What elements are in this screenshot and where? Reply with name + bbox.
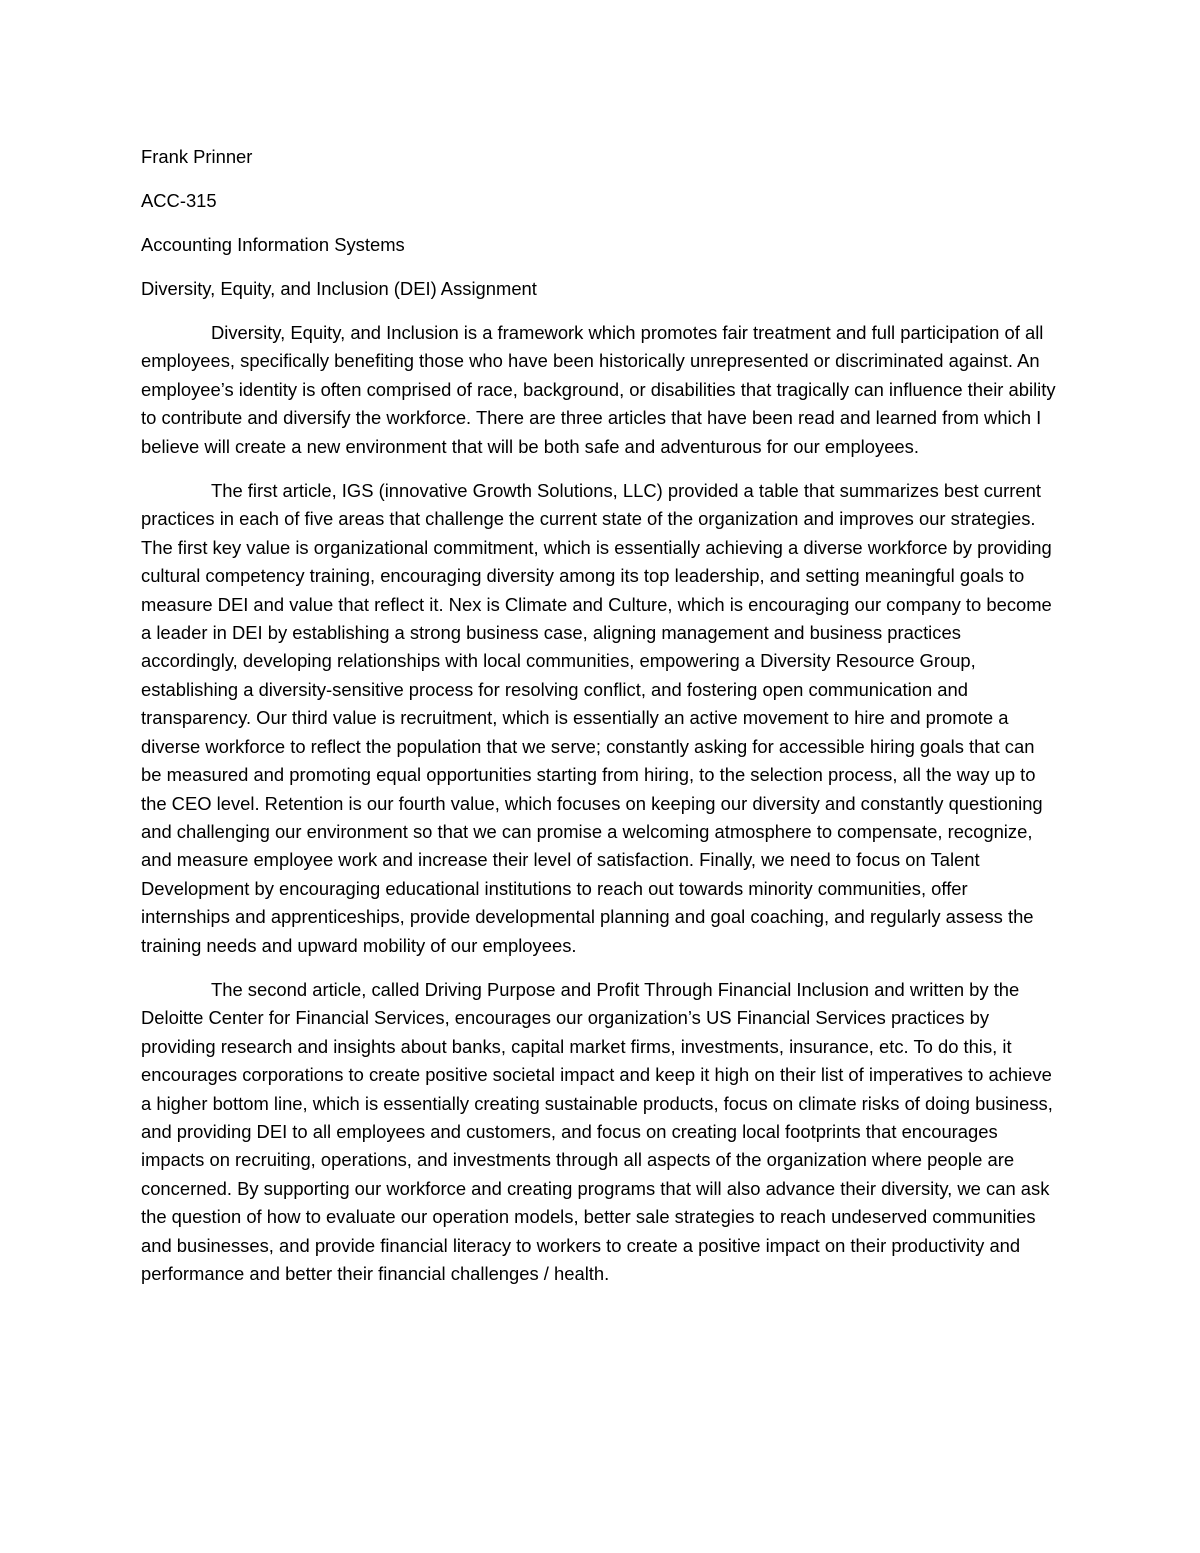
author-name: Frank Prinner — [141, 146, 253, 167]
course-code: ACC-315 — [141, 190, 217, 211]
paragraph-first-article: The first article, IGS (innovative Growth Solutions, LLC) provided a table that summarizes best current practices in each of five areas that challenge the current state of the organization and improves our strategies. The first key value is organizational commitment, which is essentially achieving a diverse workforce by providing cultural competency training, encouraging diversity among its top leadership, and setting meaningful goals to measure DEI and value that reflect it. Nex is Climate and Culture, which is encouraging our company to become a leader in DEI by establishing a strong business case, aligning management and business practices accordingly, developing relationships with local communities, empowering a Diversity Resource Group, establishing a diversity-sensitive process for resolving conflict, and fostering open communication and transparency. Our third value is recruitment, which is essentially an active movement to hire and promote a diverse workforce to reflect the population that we serve; constantly asking for accessible hiring goals that can be measured and promoting equal opportunities starting from hiring, to the selection process, all the way up to the CEO level. Retention is our fourth value, which focuses on keeping our diversity and constantly questioning and challenging our environment so that we can promise a welcoming atmosphere to compensate, recognize, and measure employee work and increase their level of satisfaction. Finally, we need to focus on Talent Development by encouraging educational institutions to reach out towards minority communities, offer internships and apprenticeships, provide developmental planning and goal coaching, and regularly assess the training needs and upward mobility of our employees. — [141, 480, 1052, 956]
course-name: Accounting Information Systems — [141, 234, 405, 255]
document-body — [141, 143, 1057, 1304]
paragraph-introduction: Diversity, Equity, and Inclusion is a framework which promotes fair treatment and full participation of all employees, specifically benefiting those who have been historically unrepresented or discriminated against. An employee’s identity is often comprised of race, background, or disabilities that tragically can influence their ability to contribute and diversify the workforce. There are three articles that have been read and learned from which I believe will create a new environment that will be both safe and adventurous for our employees. — [141, 322, 1056, 457]
assignment-title: Diversity, Equity, and Inclusion (DEI) Assignment — [141, 278, 537, 299]
paragraph-second-article: The second article, called Driving Purpose and Profit Through Financial Inclusion and written by the Deloitte Center for Financial Services, encourages our organization’s US Financial Services practices by providing research and insights about banks, capital market firms, investments, insurance, etc. To do this, it encourages corporations to create positive societal impact and keep it high on their list of imperatives to achieve a higher bottom line, which is essentially creating sustainable products, focus on climate risks of doing business, and providing DEI to all employees and customers, and focus on creating local footprints that encourages impacts on recruiting, operations, and investments through all aspects of the organization where people are concerned. By supporting our workforce and creating programs that will also advance their diversity, we can ask the question of how to evaluate our operation models, better sale strategies to reach undeserved communities and businesses, and provide financial literacy to workers to create a positive impact on their productivity and performance and better their financial challenges / health. — [141, 978, 1053, 1284]
